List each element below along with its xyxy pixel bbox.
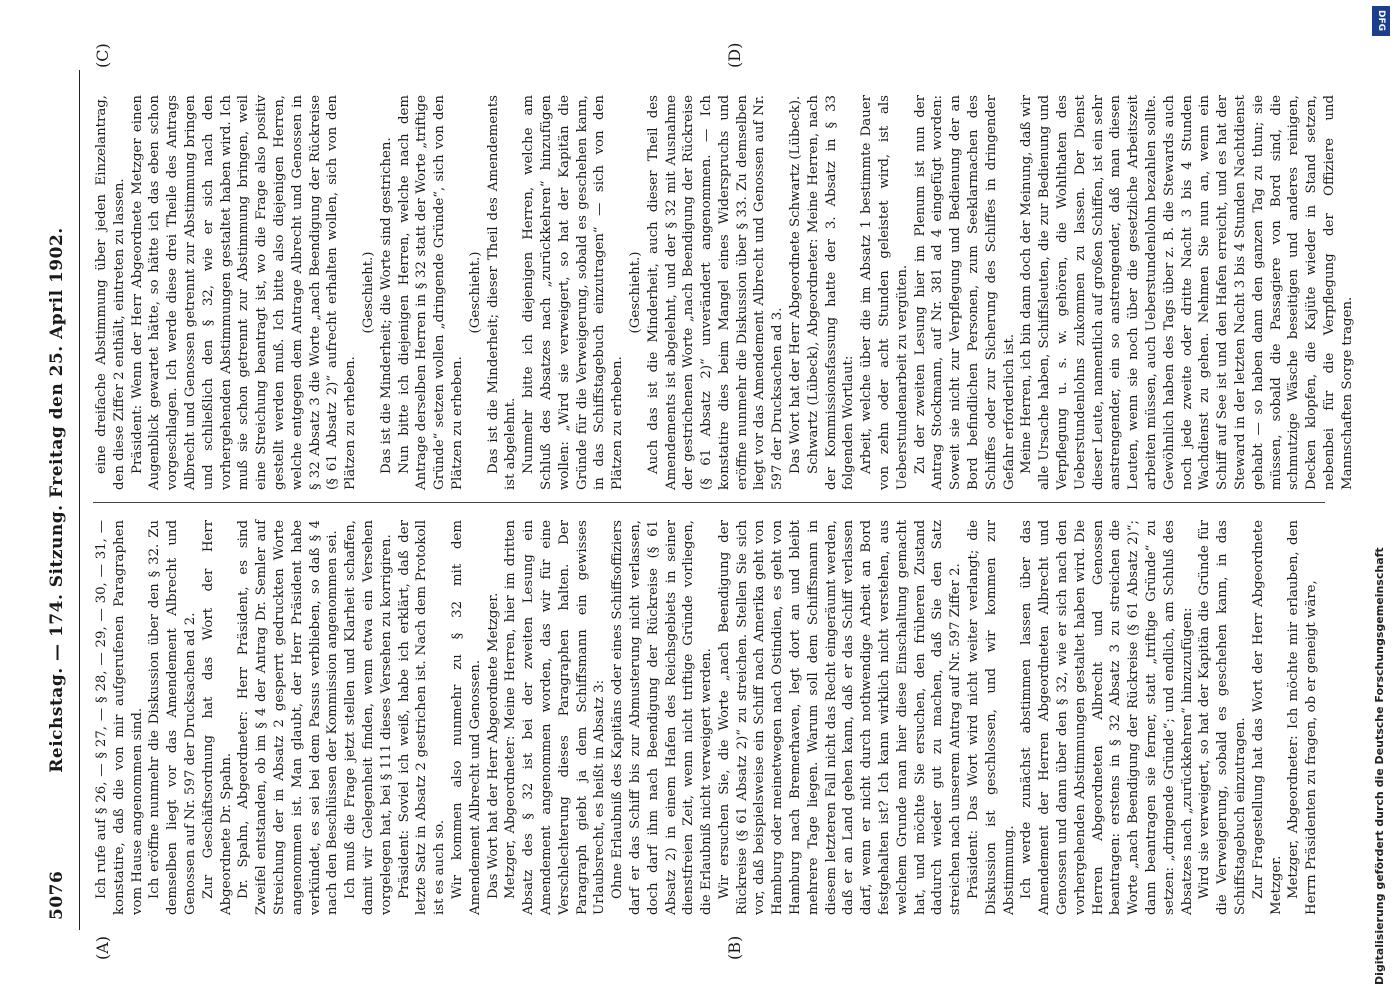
paragraph: Auch das ist die Minderheit, auch dieser Theil des Amendements ist abgelehnt, und der § 32 mit Ausnahme der gestrichenen Worte „nach Beendigung der Rückreise (§ 61 Absatz 2)“ unverändert angenommen. — Ich konstatire dies beim Mangel eines Widerspruchs und eröffne nunmehr die Diskussion über § 33. Zu demselben liegt vor das Amendement Albrecht und Genossen auf Nr. 597 der Drucksachen ad 3. — [645, 95, 786, 490]
header-rule — [79, 70, 80, 930]
paragraph: Wird sie verweigert, so hat der Kapitän die Gründe für die Verweigerung, sobald es geschehen kann, in das Schiffstagebuch einzutragen. — [1197, 520, 1248, 915]
paragraph: Präsident: Wenn der Herr Abgeordnete Metzger einen Augenblick gewartet hätte, so hätte ich das eben schon vorgeschlagen. Ich werde diese drei Theile des Antrags Albrecht und Genossen getrennt zur Abstimmung bringen und schließlich den § 32, wie er sich nach den vorhergehenden Abstimmungen gestaltet haben wird. Ich muß sie schon getrennt zur Abstimmung bringen, weil eine Streichung beantragt ist, wo die Frage also positiv gestellt werden muß. Ich bitte also diejenigen Herren, welche entgegen dem Antrage Albrecht und Genossen in § 32 Absatz 3 die Worte „nach Beendigung der Rückreise (§ 61 Absatz 2)“ aufrecht erhalten wollen, sich von den Plätzen zu erheben. — [129, 95, 359, 490]
paragraph: Meine Herren, ich bin dann doch der Meinung, daß wir alle Ursache haben, Schiffsleuten, die zur Bedienung und Verpflegung u. s. w. gehören, die Wohlthaten des Ueberstundenlohns zukommen zu lassen. Der Dienst dieser Leute, namentlich auf großen Schiffen, ist ein sehr anstrengender, ein so anstrengender, daß man diesen Leuten, wenn sie noch über die gesetzliche Arbeitszeit arbeiten müssen, auch Ueberstundenlohn bezahlen sollte. Gewöhnlich haben des Tags über z. B. die Stewards auch noch jede zweite oder dritte Nacht 3 bis 4 Stunden Wachdienst zu gehen. Nehmen Sie nun an, wenn ein Schiff auf See ist und den Hafen erreicht, und es hat der Steward in der letzten Nacht 3 bis 4 Stunden Nachtdienst gehabt — so haben dann den ganzen Tag zu thun; sie müssen, sobald die Passagiere von Bord sind, die schmutzige Wäsche beseitigen und anderes reinigen, Decken klopfen, die Kajüte wieder in Stand setzen, nebenbei für die Verpflegung der Offiziere und Mannschaften Sorge tragen. — [1019, 95, 1355, 490]
paragraph: Präsident: Soviel ich weiß, habe ich erklärt, daß der letzte Satz in Absatz 2 gestrichen ist. Nach dem Protokoll ist es auch so. — [396, 520, 448, 915]
paragraph: Ich muß die Frage jetzt stellen und Klarheit schaffen, damit wir Gelegenheit finden, wenn etwa ein Versehen vorgelegen hat, bei § 111 dieses Versehen zu korrigiren. — [343, 520, 394, 915]
paragraph: Zur Fragestellung hat das Wort der Herr Abgeordnete Metzger. — [1250, 520, 1284, 915]
paragraph: (Geschieht.) — [627, 251, 643, 334]
margin-marker-c: (C) — [93, 43, 112, 68]
document-page — [35, 0, 1355, 1000]
margin-marker-a: (A) — [93, 935, 112, 960]
paragraph: eine dreifache Abstimmung über jeden Einzelantrag, den diese Ziffer 2 enthält, eintreten zu lassen. — [94, 95, 127, 490]
paragraph: Metzger, Abgeordneter: Meine Herren, hier im dritten Absatz des § 32 ist bei der zweiten Lesung ein Amendement angenommen worden, das wir für eine Verschlechterung dieses Paragraphen halten. Der Paragraph giebt ja dem Schiffsmann ein gewisses Urlaubsrecht, es heißt in Absatz 3: — [503, 520, 608, 915]
paragraph: (Geschieht.) — [360, 251, 376, 334]
paragraph: Wir kommen also nunmehr zu § 32 mit dem Amendement Albrecht und Genossen. — [449, 520, 483, 915]
margin-marker-b: (B) — [725, 935, 744, 960]
paragraph: Nun bitte ich diejenigen Herren, welche nach dem Antrage derselben Herren in § 32 statt der Worte „triftige Gründe“ setzen wollen „dringende Gründe“, sich von den Plätzen zu erheben. — [396, 95, 465, 490]
left-text-column — [93, 520, 1335, 915]
running-head-title: Reichstag. — 174. Sitzung. Freitag den 25. April 1902. — [47, 227, 67, 773]
paragraph: Nunmehr bitte ich diejenigen Herren, welche am Schluß des Absatzes nach „zurückkehren“ hinzufügen wollen: „Wird sie verweigert, so hat der Kapitän die Gründe für die Verweigerung, sobald es geschehen kann, in das Schiffstagebuch einzutragen“ — sich von den Plätzen zu erheben. — [521, 95, 626, 490]
paragraph: (Geschieht.) — [467, 251, 483, 334]
paragraph: Metzger, Abgeordneter: Ich möchte mir erlauben, den Herrn Präsidenten zu fragen, ob er geneigt wäre, — [1286, 520, 1320, 915]
paragraph: Ich rufe auf § 26, — § 27, — § 28, — 29, — 30, — 31, — konstatire, daß die von mir aufgerufenen Paragraphen vom Hause angenommen sind. — [94, 520, 145, 915]
paragraph: Zu der zweiten Lesung hier im Plenum ist nun der Antrag Stockmann, auf Nr. 381 ad 4 eingefügt worden: Soweit sie nicht zur Verpflegung und Bedienung der an Bord befindlichen Personen, zum Seeklarmachen des Schiffes oder zur Sicherung des Schiffes in dringender Gefahr erforderlich ist. — [912, 95, 1017, 490]
right-text-column — [93, 95, 1355, 490]
page-number: 5076 — [47, 870, 67, 920]
paragraph: Das Wort hat der Herr Abgeordnete Schwartz (Lübeck). — [788, 95, 804, 474]
running-head — [47, 70, 75, 930]
paragraph: Arbeit, welche über die im Absatz 1 bestimmte Dauer von zehn oder acht Stunden geleistet wird, ist als Ueberstundenarbeit zu vergüten. — [859, 95, 910, 490]
paragraph: Das ist die Minderheit; dieser Theil des Amendements ist abgelehnt. — [485, 95, 519, 490]
paragraph: Schwartz (Lübeck), Abgeordneter: Meine Herren, nach der Kommissionsfassung hatte der 3. Absatz in § 33 folgenden Wortlaut: — [805, 95, 857, 490]
paragraph: Das ist die Minderheit; die Worte sind gestrichen. — [378, 137, 394, 474]
paragraph: Dr. Spahn, Abgeordneter: Herr Präsident, es sind Zweifel entstanden, ob im § 4 der Antrag Dr. Semler auf Streichung der in Absatz 2 gesperrt gedruckten Worte angenommen ist. Man glaubt, der Herr Präsident habe verkündet, es sei bei dem Passus verblieben, so daß § 4 nach den Beschlüssen der Kommission angenommen sei. — [236, 520, 341, 915]
paragraph: Das Wort hat der Herr Abgeordnete Metzger. — [485, 592, 501, 899]
column-divider — [93, 502, 1325, 503]
digitization-credit: Digitalisierung gefördert durch die Deutsche Forschungsgemeinschaft — [1373, 547, 1386, 985]
paragraph: Wir ersuchen Sie, die Worte „nach Beendigung der Rückreise (§ 61 Absatz 2)“ zu streichen. Stellen Sie sich vor, daß beispielsweise ein Schiff nach Amerika geht von Hamburg oder meinetwegen nach Ostindien, es geht von Hamburg nach Bremerhaven, legt dort an und bleibt mehrere Tage liegen. Warum soll dem Schiffsmann in diesem letzteren Fall nicht das Recht eingeräumt werden, daß er an Land gehen kann, daß er das Schiff verlassen darf, wenn er nicht durch nothwendige Arbeit an Bord festgehalten ist? Ich kann wirklich nicht verstehen, aus welchem Grunde man hier diese Einschaltung gemacht hat, und möchte Sie ersuchen, den früheren Zustand dadurch wieder gut zu machen, daß Sie den Satz streichen nach unserem Antrag auf Nr. 597 Ziffer 2. — [716, 520, 964, 915]
paragraph: Zur Geschäftsordnung hat das Wort der Herr Abgeordnete Dr. Spahn. — [200, 520, 234, 915]
paragraph: Präsident: Das Wort wird nicht weiter verlangt; die Diskussion ist geschlossen, und wir kommen zur Abstimmung. — [966, 520, 1017, 915]
dfg-logo: DFG — [1372, 6, 1390, 36]
paragraph: Ohne Erlaubniß des Kapitäns oder eines Schiffsoffiziers darf er das Schiff bis zur Abmusterung nicht verlassen, doch darf ihm nach Beendigung der Rückreise (§ 61 Absatz 2) in einem Hafen des Reichsgebiets in seiner dienstfreien Zeit, wenn nicht triftige Gründe vorliegen, die Erlaubniß nicht verweigert werden. — [610, 520, 715, 915]
digitization-sidebar — [1365, 0, 1397, 1000]
margin-marker-d: (D) — [725, 42, 744, 68]
paragraph: Ich eröffne nunmehr die Diskussion über den § 32. Zu demselben liegt vor das Amendement Albrecht und Genossen auf Nr. 597 der Drucksachen ad 2. — [147, 520, 198, 915]
paragraph: Ich werde zunächst abstimmen lassen über das Amendement der Herren Abgeordneten Albrecht und Genossen und dann über den § 32, wie er sich nach den vorhergehenden Abstimmungen gestaltet haben wird. Die Herren Abgeordneten Albrecht und Genossen beantragen: erstens in § 32 Absatz 3 zu streichen die Worte „nach Beendigung der Rückreise (§ 61 Absatz 2)“; dann beantragen sie ferner, statt „triftige Gründe“ zu setzen: „dringende Gründe“; und endlich, am Schluß des Absatzes nach „zurückkehren“ hinzuzufügen: — [1019, 520, 1195, 915]
